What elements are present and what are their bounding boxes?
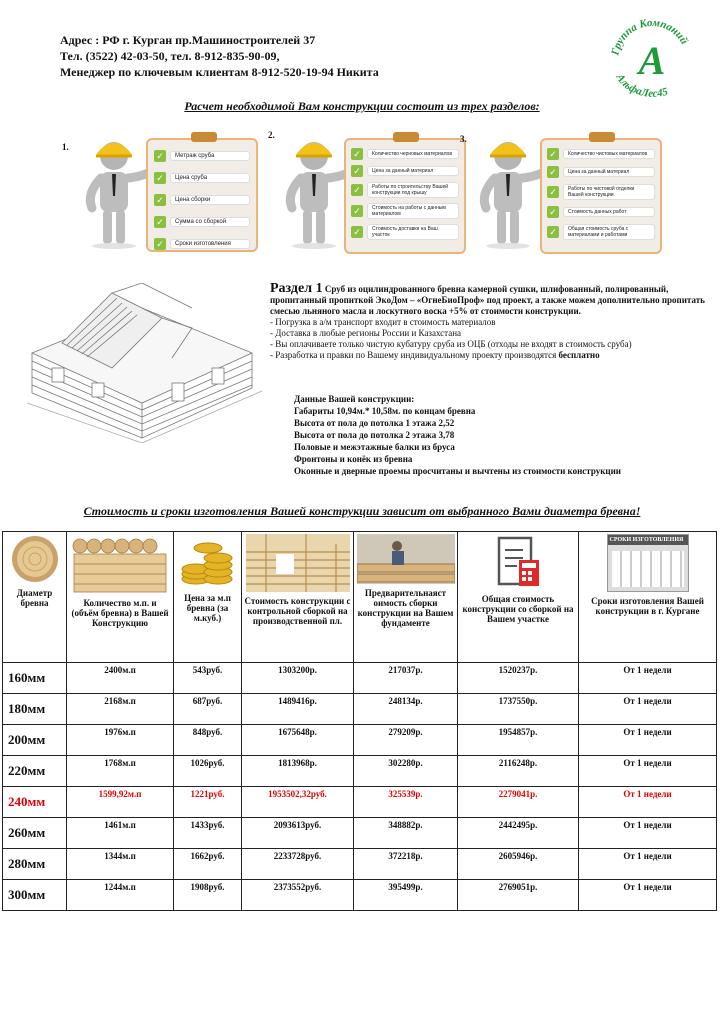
table-row <box>3 694 717 725</box>
checklist-item: ✓ Стоимость данных работ <box>547 206 655 218</box>
table-cell: 2605946р. <box>458 849 579 880</box>
table-cell: 1244м.п <box>67 880 174 911</box>
table-cell: 543руб. <box>174 663 242 694</box>
checklist-item: ✓ Количество чистовых материалов <box>547 148 655 160</box>
construction-line: Оконные и дверные проемы просчитаны и вычтены из стоимости конструкции <box>294 466 621 476</box>
check-icon: ✓ <box>154 216 166 228</box>
diameter-cell: 240мм <box>3 787 67 818</box>
assembly-photo-icon <box>357 534 455 584</box>
checklist-item: ✓ Общая стоимость сруба с материалами и работами <box>547 224 655 240</box>
diameter-cell: 260мм <box>3 818 67 849</box>
table-row <box>3 849 717 880</box>
table-cell: 1953502,32руб. <box>242 787 354 818</box>
section-card-3 <box>460 128 660 253</box>
table-cell: 1461м.п <box>67 818 174 849</box>
card-number: 2. <box>268 130 275 140</box>
check-icon: ✓ <box>154 150 166 162</box>
bullet-item: - Доставка в любые регионы России и Казахстана <box>270 328 462 338</box>
table-cell: 2233728руб. <box>242 849 354 880</box>
manager-line: Менеджер по ключевым клиентам 8-912-520-19-94 Никита <box>60 65 379 79</box>
table-cell: 2373552руб. <box>242 880 354 911</box>
table-cell: 1303200р. <box>242 663 354 694</box>
table-cell: 848руб. <box>174 725 242 756</box>
bullet-item: - Вы оплачиваете только чистую кубатуру сруба из ОЦБ (отходы не входят в стоимость сруба) <box>270 339 632 349</box>
table-header-row <box>3 532 717 663</box>
table-cell: От 1 недели <box>579 725 717 756</box>
address-line: Адрес : РФ г. Курган пр.Машиностроителей 37 <box>60 33 316 47</box>
checklist-board <box>146 138 258 252</box>
house-3d-drawing <box>22 283 267 443</box>
card-number: 3. <box>460 134 467 144</box>
check-icon: ✓ <box>547 226 559 238</box>
company-logo <box>600 8 700 98</box>
table-row <box>3 880 717 911</box>
table-cell: 2769051р. <box>458 880 579 911</box>
table-cell: От 1 недели <box>579 849 717 880</box>
diameter-cell: 160мм <box>3 663 67 694</box>
table-cell: 1489416р. <box>242 694 354 725</box>
table-cell: 248134р. <box>354 694 458 725</box>
bullet-item: - Погрузка в а/м транспорт входит в стоимость материалов <box>270 317 496 327</box>
free-word: бесплатно <box>558 350 600 360</box>
table-cell: 395499р. <box>354 880 458 911</box>
table-cell: 1662руб. <box>174 849 242 880</box>
price-title: Стоимость и сроки изготовления Вашей конструкции зависит от выбранного Вами диаметра бревна! <box>83 504 641 518</box>
check-icon: ✓ <box>351 205 363 217</box>
column-header: Общая стоимость конструкции со сборкой на Вашем участке <box>458 532 579 663</box>
checklist-item: ✓ Сумма со сборкой <box>154 216 250 228</box>
table-cell: 2116248р. <box>458 756 579 787</box>
table-row <box>3 663 717 694</box>
phone-line: Тел. (3522) 42-03-50, тел. 8-912-835-90-09, <box>60 49 280 63</box>
checklist-item: ✓ Количество черновых материалов <box>351 148 459 160</box>
checklist-item: ✓ Метраж сруба <box>154 150 250 162</box>
table-cell: 1768м.п <box>67 756 174 787</box>
table-cell: 1954857р. <box>458 725 579 756</box>
diameter-cell: 220мм <box>3 756 67 787</box>
table-cell: 1221руб. <box>174 787 242 818</box>
table-cell: 1344м.п <box>67 849 174 880</box>
table-cell: 1976м.п <box>67 725 174 756</box>
table-cell: 279209р. <box>354 725 458 756</box>
section1-description <box>270 283 710 317</box>
sections-title: Расчет необходимой Вам конструкции состоит из трех разделов: <box>184 99 540 113</box>
table-cell: 1520237р. <box>458 663 579 694</box>
section1-block <box>270 283 710 361</box>
check-icon: ✓ <box>547 186 559 198</box>
construction-data <box>294 393 621 477</box>
table-cell: 1026руб. <box>174 756 242 787</box>
column-header: Стоимость конструкции с контрольной сборкой на производственной пл. <box>242 532 354 663</box>
table-cell: От 1 недели <box>579 694 717 725</box>
calendar-icon <box>607 534 689 592</box>
section1-text: Сруб из оцилиндрованного бревна камерной сушки, шлифованный, полированный, пропитанный пропиткой ЭкоДом – «ОгнеБиоПроф» под проект, а также можем дополнительно пропитать смесью льняного масла и лоскутного воска +5% от стоимости конструкции. <box>270 284 705 316</box>
construction-line: Высота от пола до потолка 2 этажа 3,78 <box>294 430 455 440</box>
bullet-item: - Разработка и правки по Вашему индивидуальному проекту производятся бесплатно <box>270 350 600 360</box>
section-card-2 <box>268 128 468 253</box>
table-cell: От 1 недели <box>579 787 717 818</box>
diameter-cell: 200мм <box>3 725 67 756</box>
checklist-board <box>344 138 466 254</box>
check-icon: ✓ <box>547 148 559 160</box>
checklist-item: ✓ Цена за данный материал <box>547 166 655 178</box>
table-row <box>3 756 717 787</box>
checklist-item: ✓ Работы по чистовой отделки Вашей конструкции <box>547 184 655 200</box>
worker-figure-icon <box>76 136 156 251</box>
check-icon: ✓ <box>351 226 363 238</box>
checklist-item: ✓ Сроки изготовления <box>154 238 250 250</box>
construction-data-title: Данные Вашей конструкции: <box>294 394 415 404</box>
check-icon: ✓ <box>154 238 166 250</box>
table-cell: От 1 недели <box>579 756 717 787</box>
column-header: СРОКИ ИЗГОТОВЛЕНИЯ Сроки изготовления Вашей конструкции в г. Кургане <box>579 532 717 663</box>
card-number: 1. <box>62 142 69 152</box>
log-end-icon <box>7 534 63 584</box>
checklist-item: ✓ Цена за данный материал <box>351 165 459 177</box>
worker-figure-icon <box>470 136 550 251</box>
table-cell: 372218р. <box>354 849 458 880</box>
logs-icon <box>70 534 170 594</box>
check-icon: ✓ <box>547 166 559 178</box>
checklist-item: ✓ Работы по строительству Вашей конструкции под крышу <box>351 182 459 198</box>
table-cell: 2400м.п <box>67 663 174 694</box>
svg-text:А: А <box>638 38 666 83</box>
column-header: Предварительнаяст оимость сборки конструкции на Вашем фундаменте <box>354 532 458 663</box>
table-cell: 2279041р. <box>458 787 579 818</box>
diameter-cell: 180мм <box>3 694 67 725</box>
section-card-1 <box>62 128 262 253</box>
table-cell: 217037р. <box>354 663 458 694</box>
checklist-item: ✓ Стоимость доставки на Ваш участок <box>351 224 459 240</box>
diameter-cell: 300мм <box>3 880 67 911</box>
construction-line: Высота от пола до потолка 1 этажа 2,52 <box>294 418 455 428</box>
log-frame-photo-icon <box>246 534 350 592</box>
construction-line: Габариты 10,94м.* 10,58м. по концам бревна <box>294 406 476 416</box>
table-cell: 1813968р. <box>242 756 354 787</box>
table-row <box>3 818 717 849</box>
document-calculator-icon <box>493 534 543 590</box>
table-cell: 687руб. <box>174 694 242 725</box>
check-icon: ✓ <box>351 165 363 177</box>
column-header: Цена за м.п бревна (за м.куб.) <box>174 532 242 663</box>
construction-line: Половые и межэтажные балки из бруса <box>294 442 455 452</box>
checklist-board <box>540 138 662 254</box>
checklist-item: ✓ Цена сборки <box>154 194 250 206</box>
table-cell: 2168м.п <box>67 694 174 725</box>
diameter-cell: 280мм <box>3 849 67 880</box>
table-cell: 2093613руб. <box>242 818 354 849</box>
check-icon: ✓ <box>154 194 166 206</box>
check-icon: ✓ <box>154 172 166 184</box>
table-cell: 302280р. <box>354 756 458 787</box>
table-cell: 1908руб. <box>174 880 242 911</box>
svg-text:АльфаЛес45: АльфаЛес45 <box>613 71 670 98</box>
calendar-label: СРОКИ ИЗГОТОВЛЕНИЯ <box>608 535 688 545</box>
table-cell: 1737550р. <box>458 694 579 725</box>
table-row <box>3 787 717 818</box>
table-cell: 2442495р. <box>458 818 579 849</box>
table-cell: От 1 недели <box>579 663 717 694</box>
svg-text:Группа Компаний: Группа Компаний <box>609 16 691 57</box>
price-table <box>2 531 717 911</box>
column-header: Диаметр бревна <box>3 532 67 663</box>
checklist-item: ✓ Стоимость на работы с данным материалом <box>351 203 459 219</box>
table-cell: От 1 недели <box>579 818 717 849</box>
table-cell: 1599,92м.п <box>67 787 174 818</box>
check-icon: ✓ <box>351 184 363 196</box>
column-header: Количество м.п. и (объём бревна) в Вашей Конструкцию <box>67 532 174 663</box>
table-cell: 1433руб. <box>174 818 242 849</box>
table-cell: 325539р. <box>354 787 458 818</box>
construction-line: Фронтоны и конёк из бревна <box>294 454 413 464</box>
table-cell: От 1 недели <box>579 880 717 911</box>
checklist-item: ✓ Цена сруба <box>154 172 250 184</box>
table-row <box>3 725 717 756</box>
coins-icon <box>178 534 238 589</box>
check-icon: ✓ <box>547 206 559 218</box>
contact-header <box>60 32 379 80</box>
section1-title: Раздел 1 <box>270 281 323 296</box>
table-cell: 348882р. <box>354 818 458 849</box>
table-cell: 1675648р. <box>242 725 354 756</box>
check-icon: ✓ <box>351 148 363 160</box>
price-table-body <box>3 663 717 911</box>
